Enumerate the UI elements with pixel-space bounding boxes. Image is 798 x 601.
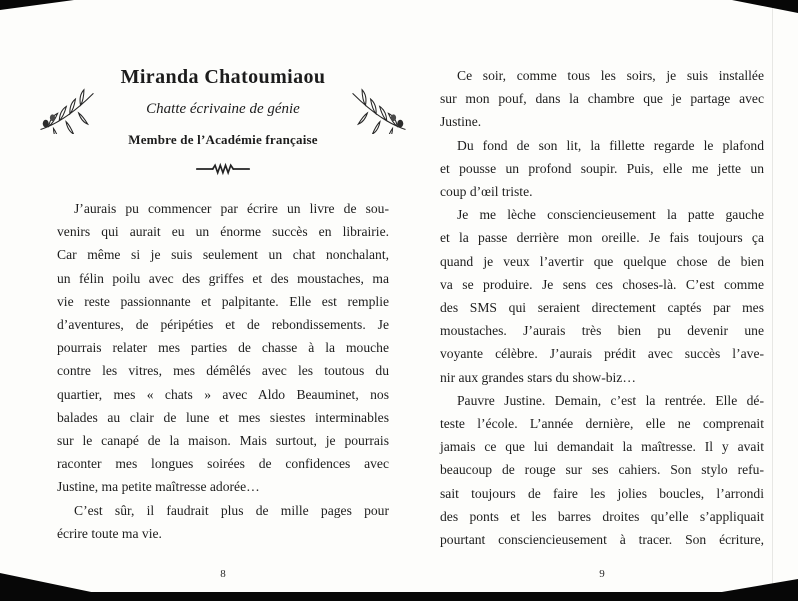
text-line: des SMS qui seraient directement captés par mes: [440, 300, 764, 316]
text-line: Pauvre Justine. Demain, c’est la rentrée. Elle dé-: [457, 392, 764, 408]
text-line: nir aux grandes stars du show-biz…: [440, 369, 636, 385]
chapter-header: [57, 0, 389, 176]
page-number-left: 8: [220, 568, 226, 580]
text-line: des ponts et les barres droites qu’elle s’appliquait: [440, 508, 764, 524]
photo-corner-top-left: [0, 0, 74, 10]
text-line: d’aventures, de péripéties et de rebondissements. Je: [57, 317, 389, 333]
photo-bottom-edge: [0, 592, 798, 601]
page-stack-edge-line: [772, 4, 773, 591]
text-line: raconter mes longues soirées de confidences avec: [57, 456, 389, 472]
squiggle-divider-icon: [57, 162, 389, 176]
text-line: sur mon pouf, dans la chambre que je partage avec: [440, 91, 764, 107]
text-line: voyante célèbre. J’aurais prédit avec succès l’ave-: [440, 346, 764, 362]
page-number-right: 9: [599, 568, 605, 580]
text-line: venirs qui aurait eu un énorme succès en librairie.: [57, 224, 389, 240]
text-line: moustaches. J’aurais très bien pu devenir une: [440, 323, 764, 339]
paragraph: [440, 134, 764, 204]
text-line: vie reste passionnante et palpitante. Elle est remplie: [57, 293, 389, 309]
text-line: Car même si je suis seulement un chat nonchalant,: [57, 247, 389, 263]
text-line: pourrais relater mes parties de chasse à la mouche: [57, 340, 389, 356]
right-page: [440, 0, 764, 601]
paragraph: [440, 64, 764, 134]
left-page: [57, 0, 389, 601]
photo-corner-bottom-left: [0, 573, 96, 593]
right-page-body: [440, 0, 764, 551]
text-line: quartier, mes « chats » avec Aldo Beauminet, nos: [57, 386, 389, 402]
paragraph: [57, 499, 389, 545]
laurel-branch-left-icon: [38, 88, 96, 134]
book-subtitle: Chatte écrivaine de génie: [146, 101, 300, 117]
text-line: Du fond de son lit, la fillette regarde le plafond: [457, 137, 764, 153]
text-line: et pousse un profond soupir. Puis, elle me jette un: [440, 160, 764, 176]
text-line: Je me lèche consciencieusement la patte gauche: [457, 207, 764, 223]
text-line: sur le canapé de la maison. Mais surtout, je pourrais: [57, 433, 389, 449]
text-line: contre les vitres, mes démêlés avec les toutous du: [57, 363, 389, 379]
paragraph: [440, 389, 764, 551]
text-line: C’est sûr, il faudrait plus de mille pages pour: [74, 502, 389, 518]
book-title: Miranda Chatoumiaou: [120, 66, 326, 88]
text-line: teste l’école. L’année dernière, elle ne comprenait: [440, 416, 764, 432]
text-line: va se produire. Je sens ces choses-là. C’est comme: [440, 276, 764, 292]
book-affiliation: Membre de l’Académie française: [128, 132, 318, 147]
laurel-branch-right-icon: [350, 88, 408, 134]
text-line: balades au clair de lune et mes siestes interminables: [57, 409, 389, 425]
text-line: coup d’œil triste.: [440, 184, 533, 200]
paragraph: [440, 203, 764, 389]
left-page-body: [57, 197, 389, 545]
text-line: quand je veux l’avertir que quelque chose de bien: [440, 253, 764, 269]
text-line: J’aurais pu commencer par écrire un livre de sou-: [74, 201, 389, 216]
text-line: pourtant consciencieusement à tracer. Son écriture,: [440, 532, 764, 548]
text-line: et la passe derrière mon oreille. Je fais toujours ça: [440, 230, 764, 246]
photo-corner-bottom-right: [716, 579, 798, 593]
text-line: écrire toute ma vie.: [57, 525, 162, 541]
text-line: beaucoup de rouge sur ses cahiers. Son stylo refu-: [440, 462, 764, 478]
text-line: un félin poilu avec des griffes et des moustaches, ma: [57, 270, 389, 286]
text-line: Justine.: [440, 114, 482, 130]
text-line: Ce soir, comme tous les soirs, je suis installée: [457, 68, 764, 83]
text-line: jamais ce que lui demandait la maîtresse. Il y avait: [440, 439, 764, 455]
paragraph: [57, 197, 389, 499]
text-line: sait toujours de faire les jolies boucles, l’arrondi: [440, 485, 764, 501]
photo-corner-top-right: [732, 0, 798, 13]
text-line: Justine, ma petite maîtresse adorée…: [57, 479, 260, 495]
